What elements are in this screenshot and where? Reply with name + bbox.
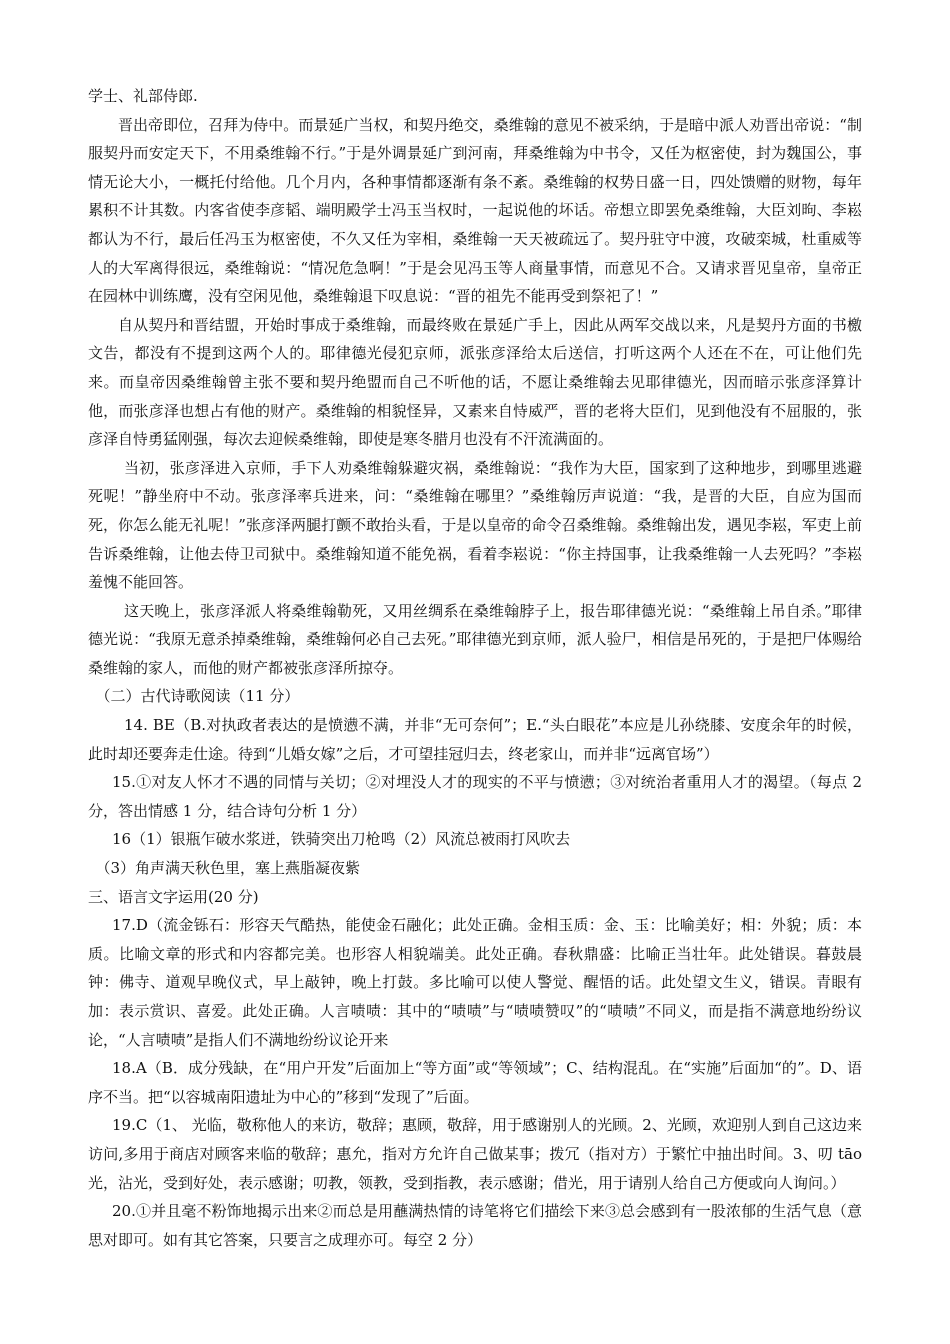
paragraph-translation-4: 这天晚上，张彦泽派人将桑维翰勒死，又用丝绸系在桑维翰脖子上，报告耶律德光说：“桑维翰上吊自杀。”耶律德光说：“我原无意杀掉桑维翰，桑维翰何必自己去死。”耶律德光到京师，派人验尸，相信是吊死的，于是把尸体赐给桑维翰的家人，而他的财产都被张彦泽所掠夺。: [88, 601, 862, 677]
answer-q18: 18.A（B．成分残缺，在“用户开发”后面加上“等方面”或“等领域”；C、结构混乱。在“实施”后面加“的”。D、语序不当。把“以容城南阳遗址为中心的”移到“发现了”后面。: [88, 1059, 862, 1106]
paragraph-translation-3: 当初，张彦泽进入京师，手下人劝桑维翰躲避灾祸，桑维翰说：“我作为大臣，国家到了这种地步，到哪里逃避死呢！”静坐府中不动。张彦泽率兵进来，问：“桑维翰在哪里？”桑维翰厉声说道：“我，是晋的大臣，自应为国而死，你怎么能无礼呢！”张彦泽两腿打颤不敢抬头看，于是以皇帝的命令召桑维翰。桑维翰出发，遇见李崧，军吏上前告诉桑维翰，让他去侍卫司狱中。桑维翰知道不能免祸，看着李崧说：“你主持国事，让我桑维翰一人去死吗？”李崧羞愧不能回答。: [88, 458, 862, 592]
section-heading-poetry: （二）古代诗歌阅读（11 分）: [95, 687, 300, 706]
answer-q16-line2: （3）角声满天秋色里，塞上燕脂凝夜紫: [95, 859, 361, 878]
answer-q17: 17.D（流金铄石：形容天气酷热，能使金石融化；此处正确。金相玉质：金、玉：比喻美好；相：外貌；质：本质。比喻文章的形式和内容都完美。也形容人相貌端美。此处正确。春秋鼎盛：比喻正当壮年。此处错误。暮鼓晨钟：佛寺、道观早晚仪式，早上敲钟，晚上打鼓。多比喻可以使人警觉、醒悟的话。此处望文生义，错误。青眼有加：表示赏识、喜爱。此处正确。人言啧啧：其中的“啧啧”与“啧啧赞叹”的“啧啧”不同义，而是指不满意地纷纷议论，“人言啧啧”是指人们不满地纷纷议论开来: [88, 916, 862, 1049]
answer-q15: 15.①对友人怀才不遇的同情与关切；②对埋没人才的现实的不平与愤懑；③对统治者重用人才的渴望。（每点 2 分，答出情感 1 分，结合诗句分析 1 分）: [88, 773, 862, 820]
answer-q14: 14. BE（B.对执政者表达的是愤懑不满，并非“无可奈何”；E.“头白眼花”本应是儿孙绕膝、安度余年的时候，此时却还要奔走仕途。待到“儿婚女嫁”之后，才可望挂冠归去，终老家山，而并非“远离官场”）: [88, 716, 862, 763]
answer-q19: 19.C（1、 光临，敬称他人的来访，敬辞；惠顾，敬辞，用于感谢别人的光顾。2、光顾，欢迎别人到自己这边来访问,多用于商店对顾客来临的敬辞；惠允，指对方允许自己做某事；拨冗（指对方）于繁忙中抽出时间。3、叨 tāo 光，沾光，受到好处，表示感谢；叨教，领教，受到指教，表示感谢；借光，用于请别人给自己方便或向人询问。）: [88, 1116, 862, 1192]
answer-q16-line1: 16（1）银瓶乍破水浆迸，铁骑突出刀枪鸣（2）风流总被雨打风吹去: [112, 830, 571, 849]
section-heading-language: 三、语言文字运用(20 分): [88, 887, 259, 906]
answer-document: [88, 82, 862, 1254]
text-line-intro: 学士、礼部侍郎.: [88, 87, 198, 105]
answer-q20: 20.①并且毫不粉饰地揭示出来②而总是用蘸满热情的诗笔将它们描绘下来③总会感到有一股浓郁的生活气息（意思对即可。如有其它答案，只要言之成理亦可。每空 2 分）: [88, 1202, 862, 1249]
paragraph-translation-2: 自从契丹和晋结盟，开始时事成于桑维翰，而最终败在景延广手上，因此从两军交战以来，凡是契丹方面的书檄文告，都没有不提到这两个人的。耶律德光侵犯京师，派张彦泽给太后送信，打听这两个人还在不在，可让他们先来。而皇帝因桑维翰曾主张不要和契丹绝盟而自己不听他的话，不愿让桑维翰去见耶律德光，因而暗示张彦泽算计他，而张彦泽也想占有他的财产。桑维翰的相貌怪异，又素来自恃威严，晋的老将大臣们，见到他没有不屈服的，张彦泽自恃勇猛刚强，每次去迎候桑维翰，即使是寒冬腊月也没有不汗流满面的。: [88, 315, 862, 449]
paragraph-translation-1: 晋出帝即位，召拜为侍中。而景延广当权，和契丹绝交，桑维翰的意见不被采纳，于是暗中派人劝晋出帝说：“制服契丹而安定天下，不用桑维翰不行。”于是外调景延广到河南，拜桑维翰为中书令，又任为枢密使，封为魏国公，事情无论大小，一概托付给他。几个月内，各种事情都逐渐有条不紊。桑维翰的权势日盛一日，四处馈赠的财物，每年累积不计其数。内客省使李彦韬、端明殿学士冯玉当权时，一起说他的坏话。帝想立即罢免桑维翰，大臣刘昫、李崧都认为不行，最后任冯玉为枢密使，不久又任为宰相，桑维翰一天天被疏远了。契丹驻守中渡，攻破栾城，杜重威等人的大军离得很远，桑维翰说：“情况危急啊！”于是会见冯玉等人商量事情，而意见不合。又请求晋见皇帝，皇帝正在园林中训练鹰，没有空闲见他，桑维翰退下叹息说：“晋的祖先不能再受到祭祀了！”: [88, 115, 862, 306]
